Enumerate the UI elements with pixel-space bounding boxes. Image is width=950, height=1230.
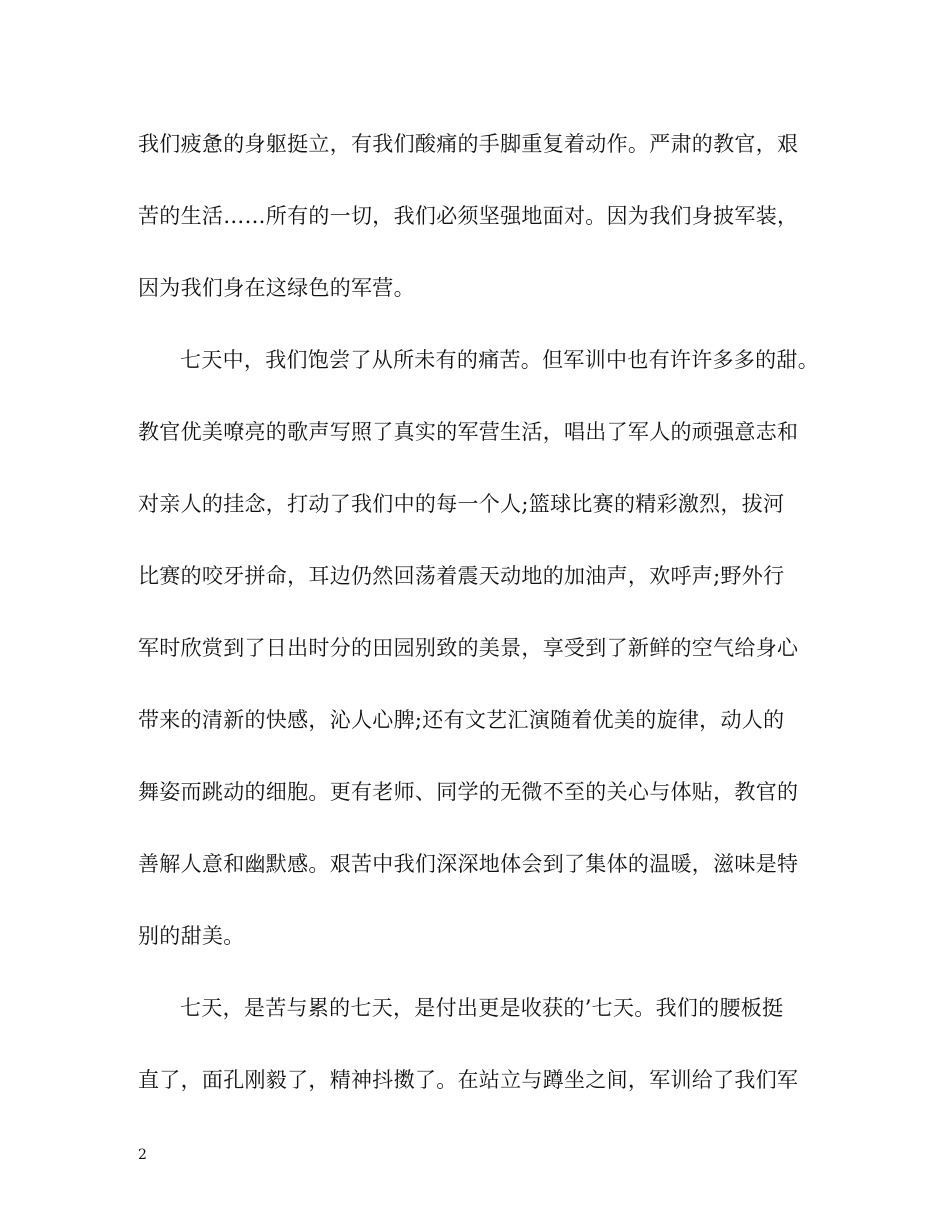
text-line: 善解人意和幽默感。艰苦中我们深深地体会到了集体的温暖，滋味是特 xyxy=(138,852,799,876)
text-line: 苦的生活……所有的一切，我们必须坚强地面对。因为我们身披军装， xyxy=(138,204,799,228)
text-line: 我们疲惫的身躯挺立，有我们酸痛的手脚重复着动作。严肃的教官，艰 xyxy=(138,132,799,156)
text-line: 别的甜美。 xyxy=(138,924,245,948)
text-line: 对亲人的挂念，打动了我们中的每一个人;篮球比赛的精彩激烈，拔河 xyxy=(138,492,785,516)
text-line: 军时欣赏到了日出时分的田园别致的美景，享受到了新鲜的空气给身心 xyxy=(138,636,799,660)
text-line: 直了，面孔刚毅了，精神抖擞了。在站立与蹲坐之间，军训给了我们军 xyxy=(138,1068,799,1092)
paragraph-first-line: 七天中，我们饱尝了从所未有的痛苦。但军训中也有许许多多的甜。 xyxy=(180,348,819,372)
text-line: 因为我们身在这绿色的军营。 xyxy=(138,276,415,300)
text-line: 教官优美嘹亮的歌声写照了真实的军营生活，唱出了军人的顽强意志和 xyxy=(138,420,799,444)
text-line: 带来的清新的快感，沁人心脾;还有文艺汇演随着优美的旋律，动人的 xyxy=(138,708,785,732)
text-line: 舞姿而跳动的细胞。更有老师、同学的无微不至的关心与体贴，教官的 xyxy=(138,780,799,804)
paragraph-first-line: 七天，是苦与累的七天，是付出更是收获的’七天。我们的腰板挺 xyxy=(180,996,784,1020)
text-line: 比赛的咬牙拼命，耳边仍然回荡着震天动地的加油声，欢呼声;野外行 xyxy=(138,564,785,588)
page-number: 2 xyxy=(138,1147,147,1163)
